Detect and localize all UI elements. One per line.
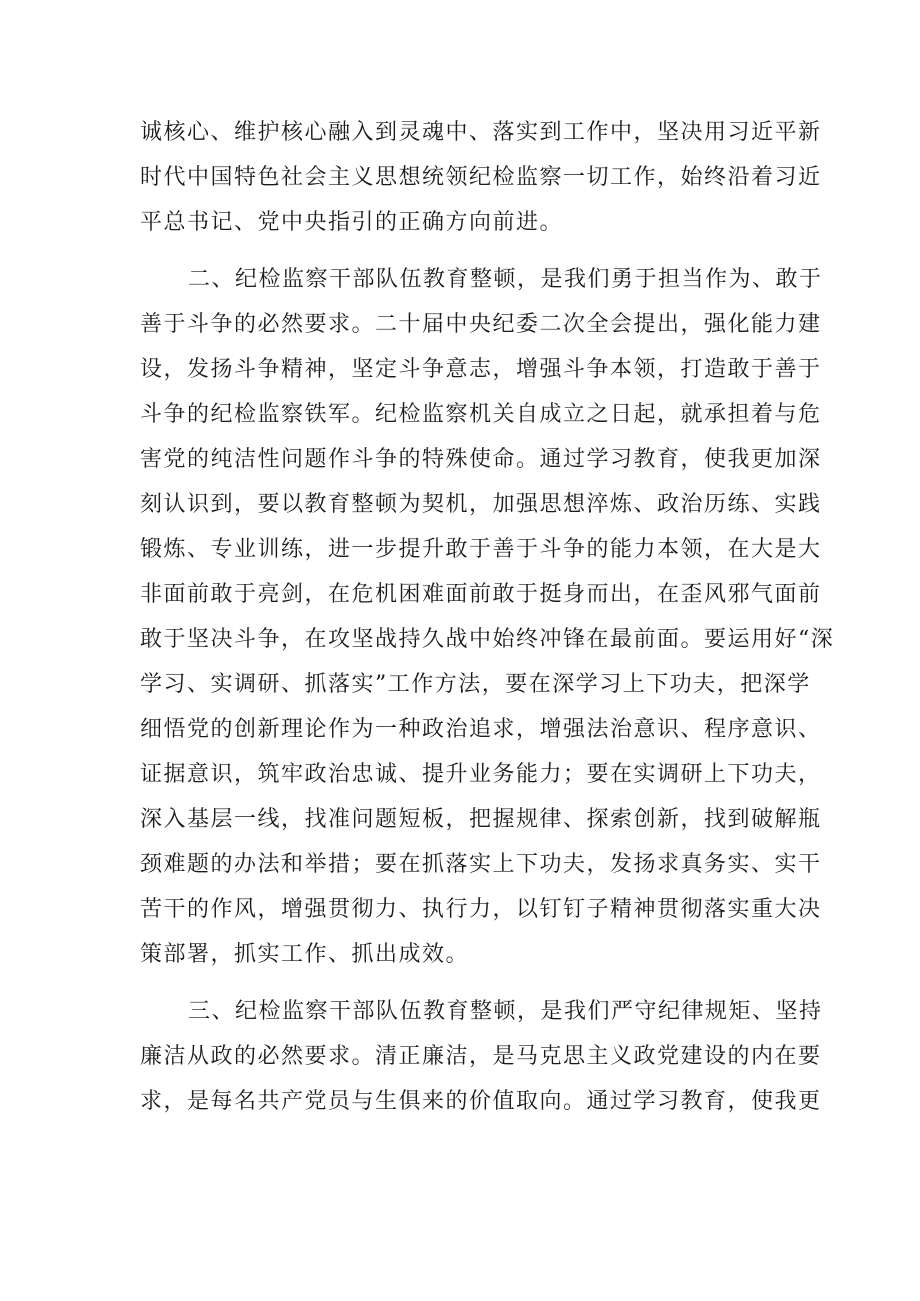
text-line: 斗争的纪检监察铁军。纪检监察机关自成立之日起，就承担着与危 bbox=[140, 402, 822, 427]
text-line: 非面前敢于亮剑，在危机困难面前敢于挺身而出，在歪风邪气面前 bbox=[140, 582, 822, 607]
text-line: 害党的纯洁性问题作斗争的特殊使命。通过学习教育，使我更加深 bbox=[140, 447, 822, 472]
text-line: 三、纪检监察干部队伍教育整顿，是我们严守纪律规矩、坚持 bbox=[188, 999, 823, 1024]
text-line: 细悟党的创新理论作为一种政治追求，增强法治意识、程序意识、 bbox=[140, 717, 822, 742]
text-line: 证据意识，筑牢政治忠诚、提升业务能力；要在实调研上下功夫， bbox=[140, 762, 822, 787]
paragraph-3 bbox=[140, 989, 823, 1124]
paragraph-1 bbox=[140, 110, 822, 245]
paragraph-2 bbox=[140, 257, 835, 977]
text-line: 敢于坚决斗争，在攻坚战持久战中始终冲锋在最前面。要运用好“深 bbox=[140, 627, 835, 652]
text-line: 颈难题的办法和举措；要在抓落实上下功夫，发扬求真务实、实干 bbox=[140, 852, 822, 877]
document-body bbox=[140, 110, 835, 1124]
text-line: 深入基层一线，找准问题短板，把握规律、探索创新，找到破解瓶 bbox=[140, 807, 822, 832]
text-line: 二、纪检监察干部队伍教育整顿，是我们勇于担当作为、敢于 bbox=[188, 267, 823, 292]
paragraph-gap bbox=[140, 245, 775, 257]
text-line: 设，发扬斗争精神，坚定斗争意志，增强斗争本领，打造敢于善于 bbox=[140, 357, 822, 382]
text-line: 诚核心、维护核心融入到灵魂中、落实到工作中，坚决用习近平新 bbox=[140, 120, 822, 145]
text-line: 廉洁从政的必然要求。清正廉洁，是马克思主义政党建设的内在要 bbox=[140, 1044, 822, 1069]
text-line: 善于斗争的必然要求。二十届中央纪委二次全会提出，强化能力建 bbox=[140, 312, 822, 337]
text-line: 策部署，抓实工作、抓出成效。 bbox=[140, 942, 470, 967]
text-line: 苦干的作风，增强贯彻力、执行力，以钉钉子精神贯彻落实重大决 bbox=[140, 897, 822, 922]
text-line: 学习、实调研、抓落实”工作方法，要在深学习上下功夫，把深学 bbox=[140, 672, 811, 697]
text-line: 刻认识到，要以教育整顿为契机，加强思想淬炼、政治历练、实践 bbox=[140, 492, 822, 517]
text-line: 时代中国特色社会主义思想统领纪检监察一切工作，始终沿着习近 bbox=[140, 165, 822, 190]
text-line: 锻炼、专业训练，进一步提升敢于善于斗争的能力本领，在大是大 bbox=[140, 537, 822, 562]
text-line: 求，是每名共产党员与生俱来的价值取向。通过学习教育，使我更 bbox=[140, 1089, 822, 1114]
text-line: 平总书记、党中央指引的正确方向前进。 bbox=[140, 210, 564, 235]
paragraph-gap bbox=[140, 977, 775, 989]
